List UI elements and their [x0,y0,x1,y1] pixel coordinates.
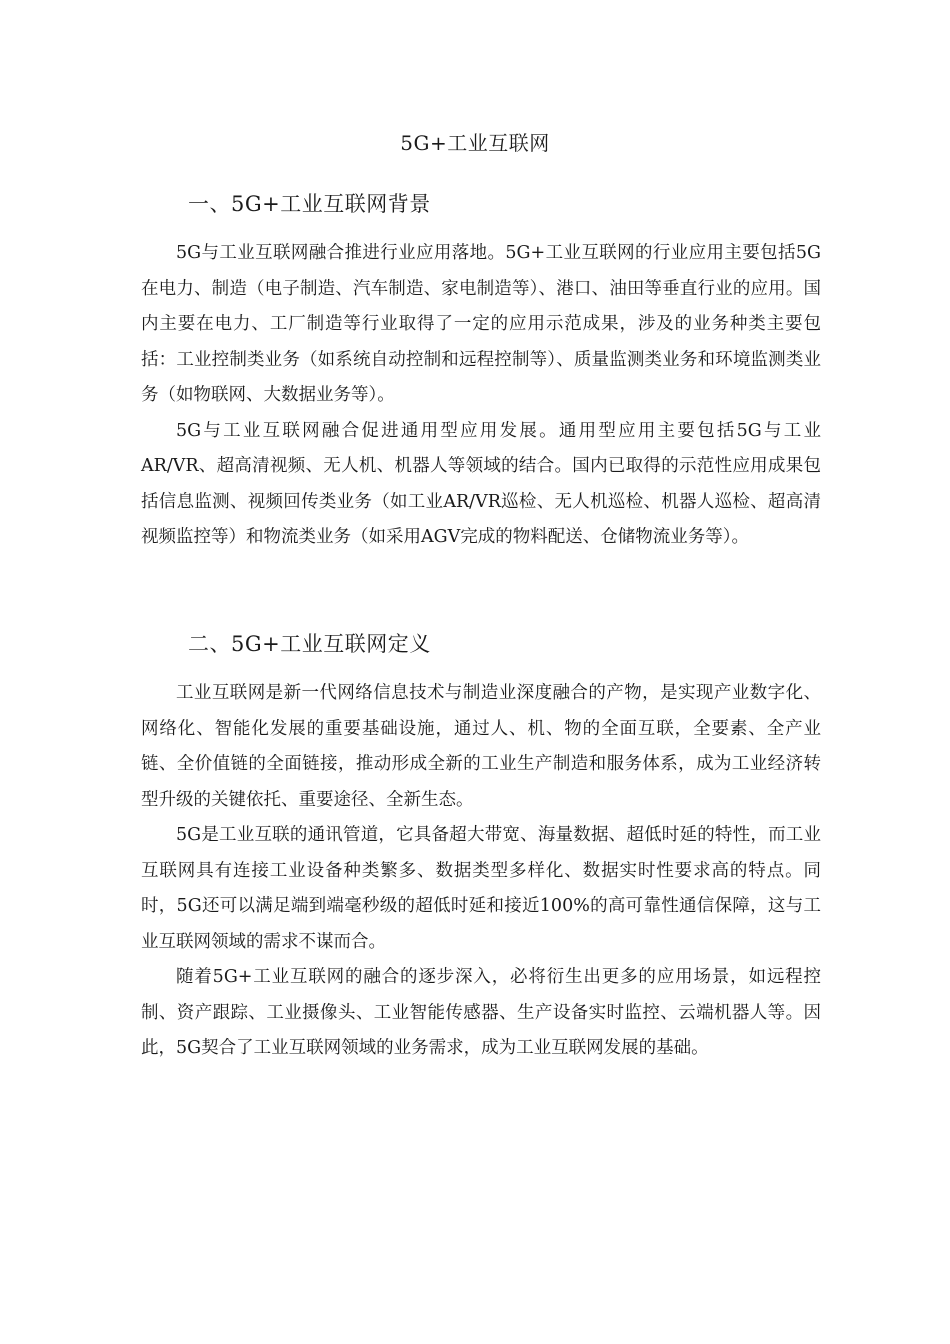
section-body-definition [141,676,821,1067]
section-heading-background: 一、5G+工业互联网背景 [188,192,431,216]
paragraph: 5G是工业互联的通讯管道，它具备超大带宽、海量数据、超低时延的特性，而工业互联网具有连接工业设备种类繁多、数据类型多样化、数据实时性要求高的特点。同时，5G还可以满足端到端毫秒级的超低时延和接近100%的高可靠性通信保障，这与工业互联网领域的需求不谋而合。 [141,825,821,952]
paragraph: 工业互联网是新一代网络信息技术与制造业深度融合的产物，是实现产业数字化、网络化、智能化发展的重要基础设施，通过人、机、物的全面互联，全要素、全产业链、全价值链的全面链接，推动形成全新的工业生产制造和服务体系，成为工业经济转型升级的关键依托、重要途径、全新生态。 [141,683,821,810]
section-heading-definition: 二、5G+工业互联网定义 [188,632,431,656]
paragraph: 5G与工业互联网融合促进通用型应用发展。通用型应用主要包括5G与工业AR/VR、超高清视频、无人机、机器人等领域的结合。国内已取得的示范性应用成果包括信息监测、视频回传类业务（如工业AR/VR巡检、无人机巡检、机器人巡检、超高清视频监控等）和物流类业务（如采用AGV完成的物料配送、仓储物流业务等）。 [141,420,821,547]
document-title: 5G+工业互联网 [400,131,550,155]
section-body-background [141,236,821,556]
paragraph: 5G与工业互联网融合推进行业应用落地。5G+工业互联网的行业应用主要包括5G在电力、制造（电子制造、汽车制造、家电制造等）、港口、油田等垂直行业的应用。国内主要在电力、工厂制造等行业取得了一定的应用示范成果，涉及的业务种类主要包括：工业控制类业务（如系统自动控制和远程控制等）、质量监测类业务和环境监测类业务（如物联网、大数据业务等）。 [141,243,821,405]
paragraph: 随着5G+工业互联网的融合的逐步深入，必将衍生出更多的应用场景，如远程控制、资产跟踪、工业摄像头、工业智能传感器、生产设备实时监控、云端机器人等。因此，5G契合了工业互联网领域的业务需求，成为工业互联网发展的基础。 [141,967,821,1058]
